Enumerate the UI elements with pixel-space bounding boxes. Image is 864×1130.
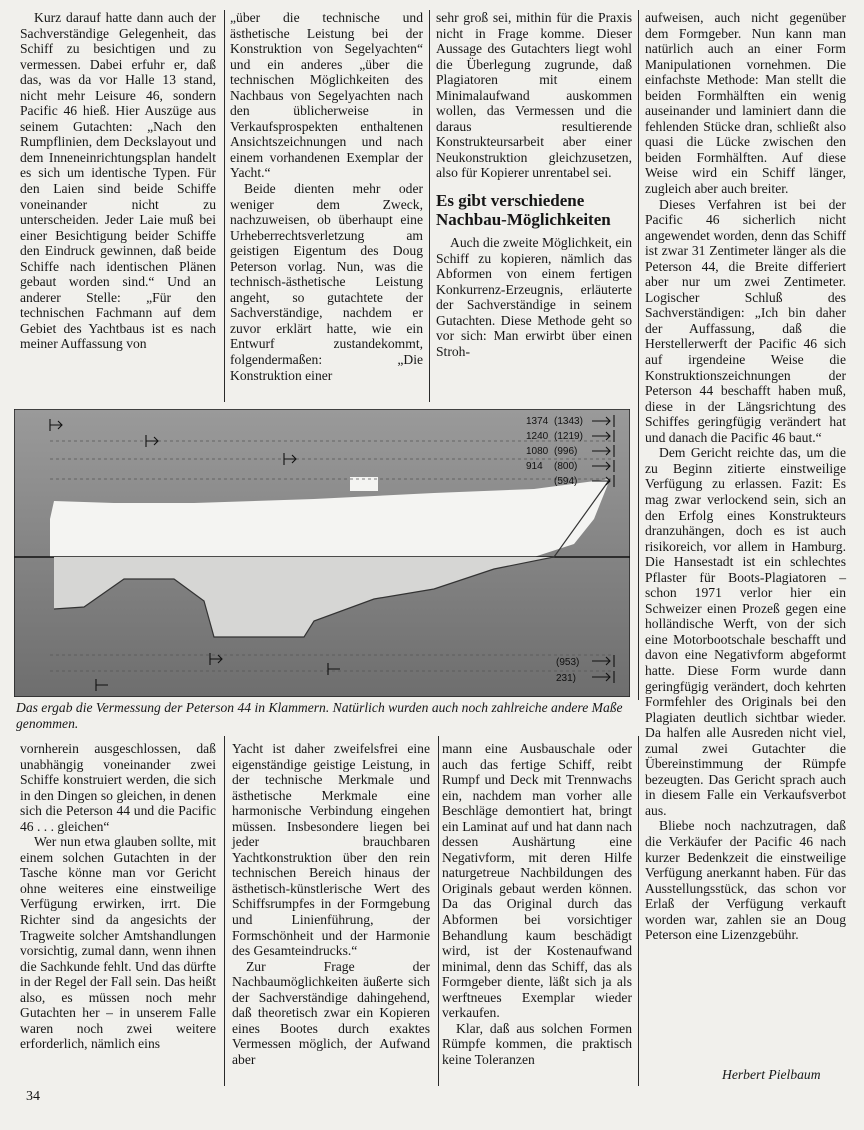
article-column-2 <box>230 10 423 383</box>
paragraph: Kurz darauf hatte dann auch der Sachverständige Gelegenheit, das Schiff zu besichtigen und zu vermessen. Dabei erfuhr er, daß das, was da vor Halle 13 stand, nicht mehr Leisure 46, sondern Pacific 46 hieß. Hier Auszüge aus seinem Gutachten: „Nach den Rumpflinien, dem Deckslayout und dem Inneneinrichtungsplan handelt es sich um identische Typen. Für den Laien sind beide Schiffe voneinander nicht zu unterscheiden. Jeder Laie muß bei einer Besichtigung beider Schiffe den Eindruck gewinnen, daß beide Schiffe nach identischen Plänen gebaut worden sind.“ Und an anderer Stelle: „Für den technischen Fachmann auf dem Gebiet des Yachtbaus ist es nach meiner Auffassung von <box>20 10 216 352</box>
paragraph: „über die technische und ästhetische Leistung bei der Konstruktion von Segelyachten“ und ein anderes „über die technischen Möglichkeiten des Nachbaus von Segelyachten nach den üblicherweise in Verkaufsprospekten enthaltenen Ansichtszeichnungen und nach einem vorhandenen Exemplar der Yacht.“ <box>230 10 423 181</box>
paragraph: aufweisen, auch nicht gegenüber dem Formgeber. Nun kann man natürlich auch an einer Form Manipulationen vornehmen. Die einfachste Methode: Man stellt die beiden Formhälften ein wenig auseinander und laminiert dann die fehlenden Stücke dran, schließt also quasi die Lücke zwischen den beiden Formhälften. Auf diese Weise wird ein Schiff länger, zugleich aber auch breiter. <box>645 10 846 197</box>
paragraph: sehr groß sei, mithin für die Praxis nicht in Frage komme. Dieser Aussage des Gutachters liegt wohl die Überlegung zugrunde, daß Plagiatoren mit einem Minimalaufwand auskommen wollen, das Vermessen und die daraus resultierende Konstrukteursarbeit aber einer Neukonstruktion gleichzusetzen, also für Kopierer unrentabel sei. <box>436 10 632 181</box>
paragraph: Auch die zweite Möglichkeit, ein Schiff zu kopieren, nämlich das Abformen von einem fertigen Konkurrenz-Erzeugnis, erläuterte der Sachverständige in seinem Gutachten. Diese Methode geht so vor sich: Man erwirbt über einen Stroh- <box>436 235 632 359</box>
hull-lines-drawing <box>14 409 630 697</box>
paragraph: Bliebe noch nachzutragen, daß die Verkäufer der Pacific 46 nach kurzer Bedenkzeit die einstweilige Verfügung anerkannt haben. Für das Ausstellungsstück, das schon vor Erlaß der Verfügung verkauft worden war, zahlen sie an Doug Peterson eine Lizenzgebühr. <box>645 818 846 943</box>
subheading: Es gibt verschiedene Nachbau-Möglichkeiten <box>436 191 611 230</box>
paragraph: mann eine Ausbauschale oder auch das fertige Schiff, reibt Rumpf und Deck mit Trennwachs ein, nachdem man vorher alle Beschläge demontiert hat, bringt ein Laminat auf und hat dann nach dessen Aushärtung eine Negativform, mit deren Hilfe naturgetreue Nachbildungen des Originals gebaut werden können. Da das Original durch das Abformen bei vorsichtiger Behandlung kaum beschädigt wird, ist der Kostenaufwand minimal, denn das Schiff, das als Formgeber diente, läßt sich ja als werftneues Exemplar wieder verkaufen. <box>442 741 632 1021</box>
dimension-label: (996) <box>554 446 578 457</box>
dimension-label: (594) <box>554 476 578 487</box>
hull-measurement-figure <box>14 409 630 697</box>
column-rule <box>224 10 225 402</box>
dimension-label: 1080 <box>526 446 549 457</box>
column-rule <box>638 10 639 700</box>
article-column-1 <box>20 10 216 352</box>
dimension-label: 1374 <box>526 416 549 427</box>
paragraph: Dieses Verfahren ist bei der Pacific 46 sicherlich nicht angewendet worden, denn das Schiff ist zwar 31 Zentimeter länger als die Peterson 44, die Breite differiert aber nur um zwei Zentimeter. Logischer Schluß des Sachverständigen: „Ich bin daher der Auffassung, daß die Herstellerwerft der Pacific 46 sich auf irgendeine Weise die Konstruktionszeichnungen der Peterson 44 beschafft haben muß, diese in der Längsrichtung des Schiffes geringfügig verändert hat und danach die Pacific 46 baut.“ <box>645 196 846 445</box>
paragraph: Zur Frage der Nachbaumöglichkeiten äußerte sich der Sachverständige dahingehend, daß theoretisch zwar ein Kopieren eines Bootes durch exaktes Vermessen möglich, der Aufwand aber <box>232 958 430 1067</box>
column-rule <box>429 10 430 402</box>
dimension-label: (1219) <box>554 431 583 442</box>
figure-caption: Das ergab die Vermessung der Peterson 44 in Klammern. Natürlich wurden auch noch zahlreiche andere Maße genommen. <box>16 700 623 731</box>
paragraph: Beide dienten mehr oder weniger dem Zweck, nachzuweisen, ob überhaupt eine Urheberrechtsverletzung am geistigen Eigentum des Doug Peterson vorlag. Nun, was die technisch-ästhetische Leistung angeht, so gutachtete der Sachverständige, nachdem er zuvor erklärt hatte, wie ein Entwurf zustandekommt, folgendermaßen: „Die Konstruktion einer <box>230 181 423 383</box>
dimension-label: (800) <box>554 461 578 472</box>
paragraph: Dem Gericht reichte das, um die zu Beginn zitierte einstweilige Verfügung zu erlassen. Fazit: Es mag zwar verlockend sein, sich an den Erfolg eines Konstrukteurs dranzuhängen, doch es ist auch risikoreich, vor allem in Hamburg. Die Hansestadt ist ein schlechtes Pflaster für Boots-Plagiatoren – schon 1971 verlor hier ein Schweizer einen Prozeß gegen eine holländische Werft, von der sich eine Motorbootschale beschafft und davon eine Negativform abgeformt hatte. Diese Form wurde dann geringfügig verändert, doch kehrten Formfehler des Originals bei den Plagiaten deutlich sichtbar wieder. Da halfen alle Ausreden nicht viel, zumal zwei Gutachter die Übereinstimmung der Rümpfe bezeugten. Das Gericht sprach auch in diesem Falle ein Verkaufsverbot aus. <box>645 445 846 818</box>
author-signature: Herbert Pielbaum <box>722 1067 821 1082</box>
paragraph: Yacht ist daher zweifelsfrei eine eigenständige geistige Leistung, in der technische Merkmale und ästhetische Merkmale eine harmonische Verbindung eingehen müssen. Insbesondere liegen bei jeder brauchbaren Yachtkonstruktion über den rein technischen Bereich hinaus der ästhetisch-künstlerische Wert des Schiffsrumpfes in der Formgebung und Linienführung, der Formschönheit und der Harmonie des Gesamteindrucks.“ <box>232 741 430 959</box>
dimension-label: (953) <box>556 657 580 668</box>
paragraph: vornherein ausgeschlossen, daß unabhängig voneinander zwei Schiffe konstruiert werden, die sich in den Dingen so gleichen, in denen sich die Peterson 44 und die Pacific 46 . . . gleichen“ <box>20 741 216 834</box>
page-number: 34 <box>26 1089 40 1104</box>
dimension-label: 231) <box>556 673 577 684</box>
article-column-1-lower <box>20 741 216 1052</box>
column-rule <box>438 736 439 1086</box>
dimension-label: (1343) <box>554 416 583 427</box>
paragraph: Klar, daß aus solchen Formen Rümpfe kommen, die praktisch keine Toleranzen <box>442 1020 632 1067</box>
dimension-label: 1240 <box>526 431 549 442</box>
article-column-4 <box>645 10 846 943</box>
dimension-label: 914 <box>526 461 543 472</box>
column-rule <box>638 736 639 1086</box>
article-column-2-lower <box>232 741 430 1067</box>
column-rule <box>224 736 225 1086</box>
article-column-3-lower <box>442 741 632 1067</box>
paragraph: Wer nun etwa glauben sollte, mit einem solchen Gutachten in der Tasche könne man vor Gericht ohne weiteres eine einstweilige Verfügung erwirken, irrt. Die Richter sind da angesichts der Tragweite solcher Amtshandlungen vorsichtig, zumal dann, wenn ihnen die Sachkunde fehlt. Und das dürfte in der Regel der Fall sein. Das heißt also, es müssen noch mehr Gutachten her – in unserem Falle waren noch zwei weitere erforderlich, nämlich eins <box>20 834 216 1052</box>
article-column-3 <box>436 10 632 359</box>
